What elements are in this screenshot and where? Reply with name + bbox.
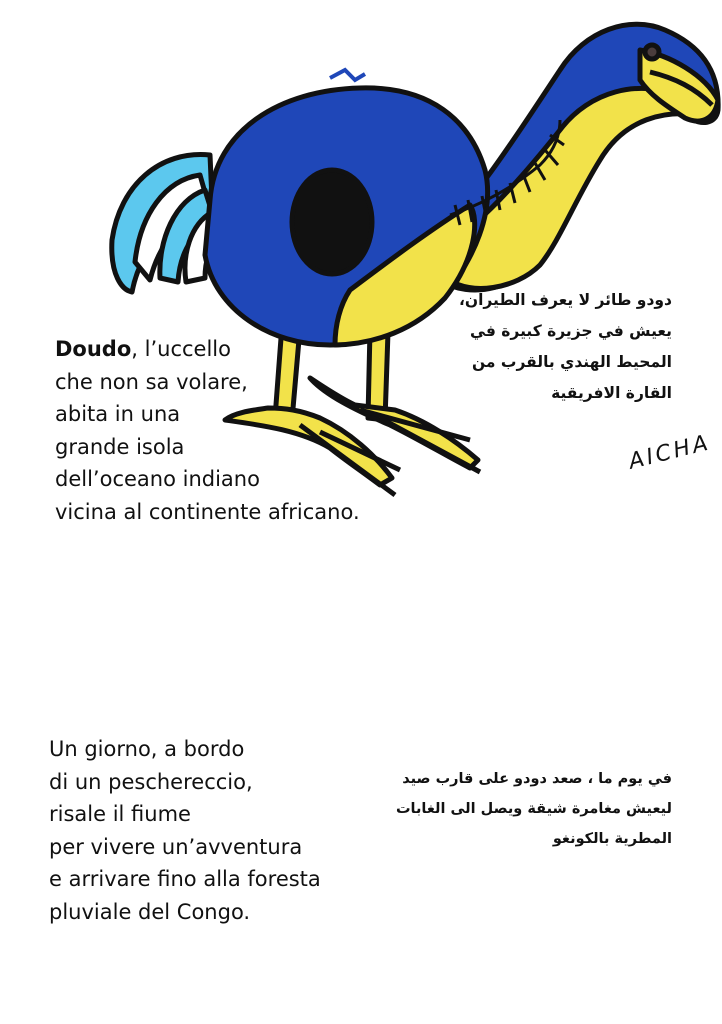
arabic-line: المطرية بالكونغو bbox=[552, 831, 672, 847]
italian-line: pluviale del Congo. bbox=[49, 899, 251, 924]
italian-line: risale il fiume bbox=[49, 802, 191, 826]
arabic-text-page2 bbox=[396, 764, 672, 854]
italian-line: vicina al continente africano. bbox=[55, 499, 360, 524]
italian-line: per vivere un’avventura bbox=[49, 834, 303, 859]
arabic-line: ليعيش مغامرة شيقة ويصل الى الغابات bbox=[395, 801, 672, 817]
artist-signature: AICHA bbox=[626, 430, 714, 475]
arabic-line: دودو طائر لا يعرف الطيران، bbox=[458, 291, 672, 309]
italian-text-page2 bbox=[49, 733, 321, 928]
italian-text-page1 bbox=[55, 333, 360, 528]
italian-line: dell’oceano indiano bbox=[55, 467, 260, 491]
arabic-text-page1 bbox=[459, 285, 672, 409]
arabic-line: في يوم ما ، صعد دودو على قارب صيد bbox=[402, 771, 672, 787]
italian-line: Un giorno, a bordo bbox=[49, 737, 245, 761]
bird-name-bold: Doudo bbox=[55, 337, 132, 361]
italian-line: di un peschereccio, bbox=[49, 769, 253, 794]
dodo-top-marks bbox=[330, 70, 365, 80]
arabic-line: يعيش في جزيرة كبيرة في bbox=[470, 322, 672, 340]
italian-line: grande isola bbox=[55, 434, 185, 459]
italian-line: abita in una bbox=[55, 402, 181, 426]
italian-line-1-rest: , l’uccello bbox=[131, 337, 231, 361]
italian-line: che non sa volare, bbox=[55, 369, 248, 394]
arabic-line: المحيط الهندي بالقرب من bbox=[471, 353, 672, 371]
arabic-line: القارة الافريقية bbox=[551, 384, 672, 402]
italian-line: e arrivare fino alla foresta bbox=[49, 867, 321, 891]
